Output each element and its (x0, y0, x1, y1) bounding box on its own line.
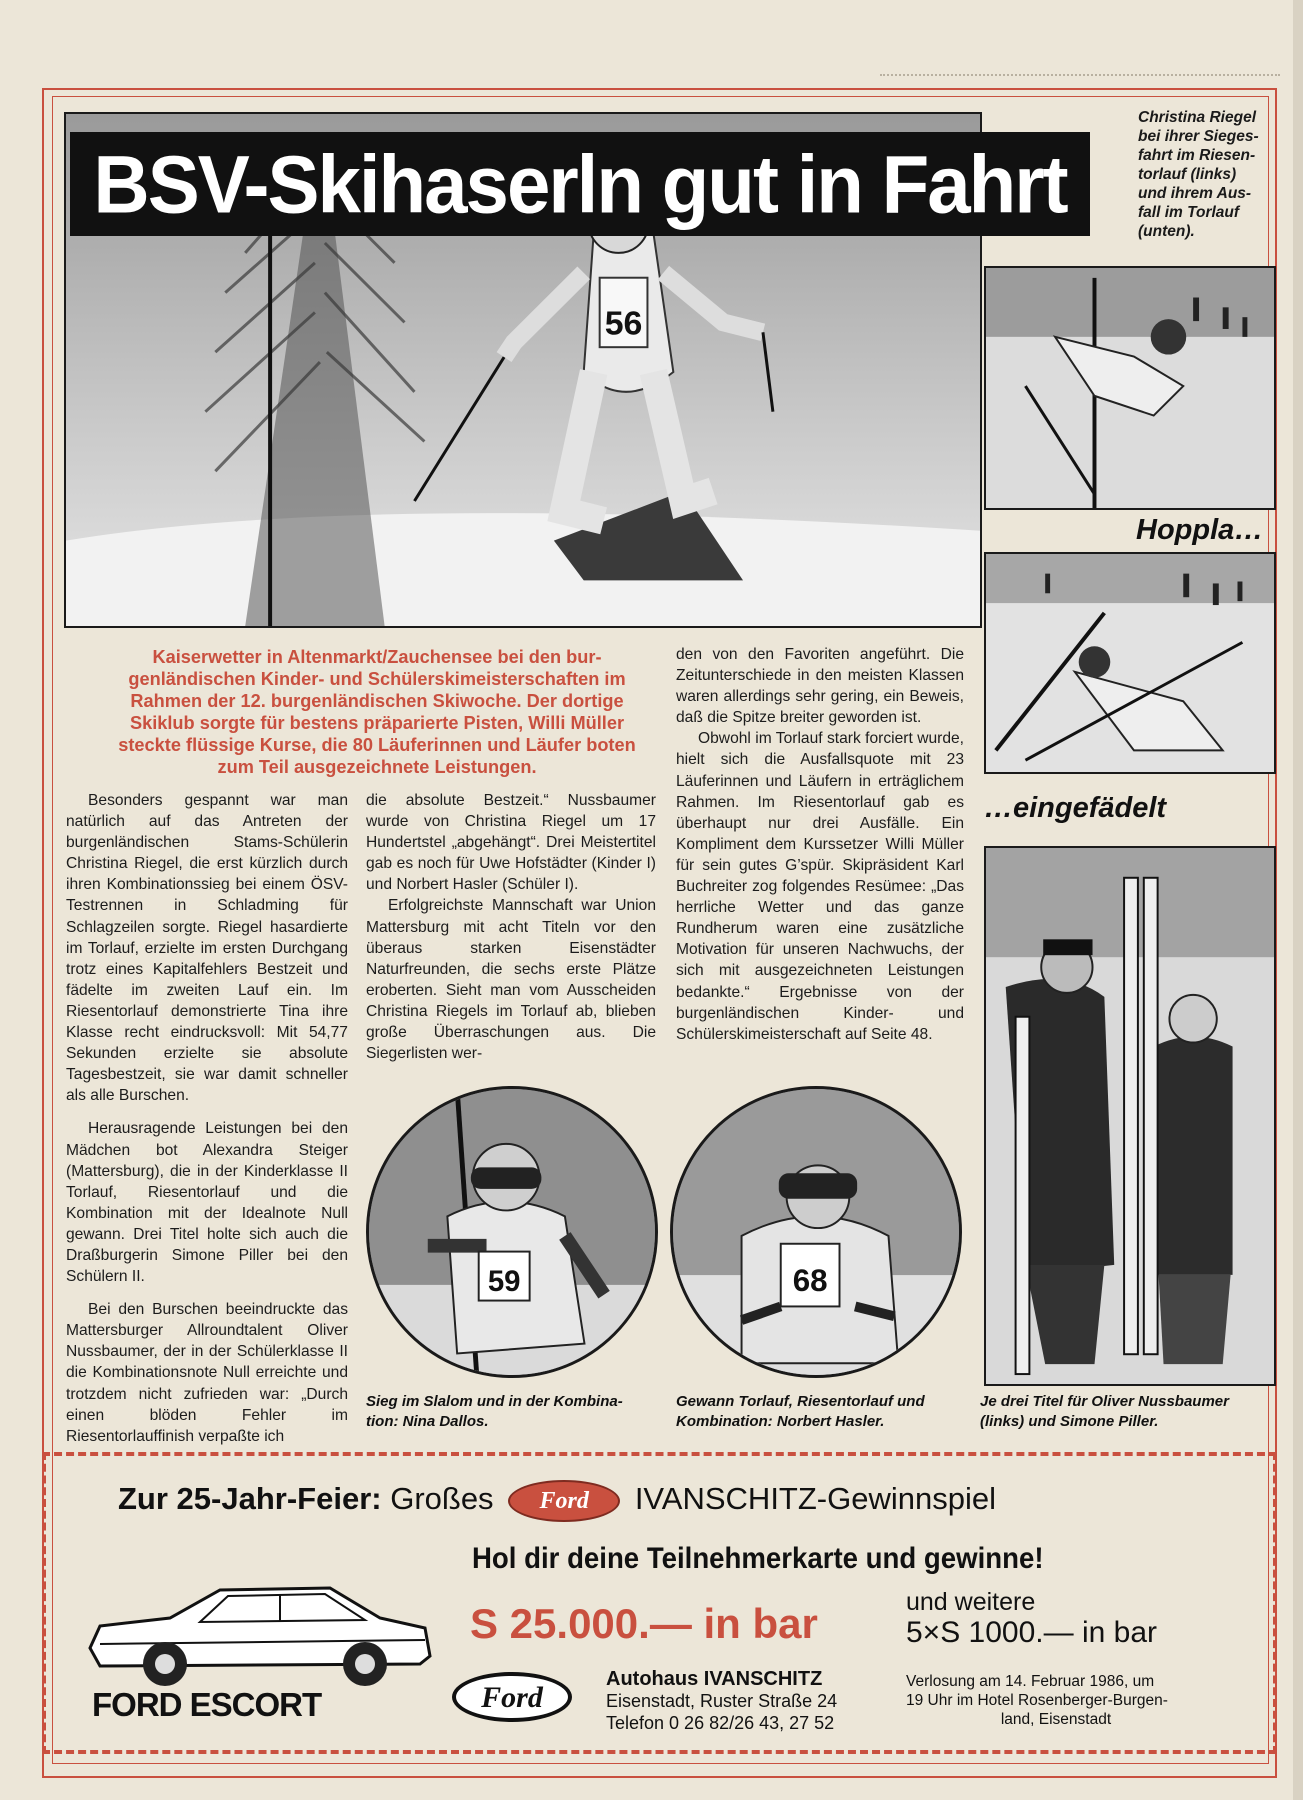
label-hoppla: Hoppla… (1136, 514, 1264, 546)
ad-car-model: FORD ESCORT (92, 1686, 322, 1723)
paragraph: Herausragende Leistungen bei den Mädchen bot Alexandra Steiger (Mattersburg), die in der Kinderklasse II Torlauf, Riesentorlauf und die Kombination mit der Idealnote Null gewann. Drei Titel holte sich auch die Draßburgerin Simone Piller bei den Schülern II. (66, 1120, 348, 1286)
caption-line: Christina Riegel (1138, 109, 1256, 126)
circle-photo-norbert-hasler (670, 1086, 962, 1378)
caption-line: bei ihrer Sieges- (1138, 128, 1259, 145)
caption-line: Sieg im Slalom und in der Kombina- (366, 1393, 623, 1410)
caption-nina-dallos (366, 1392, 666, 1432)
draw-line: Verlosung am 14. Februar 1986, um (906, 1673, 1155, 1690)
circle-photo-nina-dallos (366, 1086, 658, 1378)
paragraph: die absolute Bestzeit.“ Nussbaumer wurde von Christina Riegel um 17 Hundertstel „abgehängt“. Drei Meistertitel gab es noch für Uwe Hofstädter (Kinder I) und Norbert Hasler (Schüler I). (366, 792, 656, 894)
dealer-phone: Telefon 0 26 82/26 43, 27 52 (606, 1713, 835, 1733)
paragraph: Erfolgreichste Mannschaft war Union Mattersburg mit acht Titeln vor den überaus starken Eisenstädter Naturfreunden, die sechs erste Plätze eroberten. Sieht man vom Ausscheiden Christina Riegels im Torlauf ab, blieben große Überraschungen aus. Die Siegerlisten wer- (366, 897, 656, 1063)
text-column-2 (366, 790, 656, 1064)
ford-logo-small: Ford (508, 1480, 620, 1522)
caption-line: fahrt im Riesen- (1138, 147, 1256, 164)
ad-title-pre: Großes (390, 1481, 494, 1517)
caption-norbert-hasler (676, 1392, 976, 1432)
photo-slalom-gate (984, 266, 1276, 510)
lead-line: Rahmen der 12. burgenländischen Skiwoche. Der dortige (130, 691, 624, 711)
lead-line: zum Teil ausgezeichnete Leistungen. (217, 757, 537, 777)
page-edge (1293, 0, 1303, 1800)
ad-dealer-info (606, 1668, 837, 1734)
caption-line: Je drei Titel für Oliver Nussbaumer (980, 1393, 1229, 1410)
ad-more-prizes-label: und weitere (906, 1588, 1036, 1616)
paragraph: den von den Favoriten angeführt. Die Zeitunterschiede in den meisten Klassen waren allerdings sehr gering, ein Beweis, daß die Spitze breiter geworden ist. (676, 646, 964, 727)
ad-call-to-action: Hol dir deine Teilnehmerkarte und gewinne! (472, 1542, 1044, 1575)
ad-main-prize: S 25.000.— in bar (470, 1600, 818, 1647)
dealer-name: Autohaus IVANSCHITZ (606, 1668, 823, 1690)
paragraph: Bei den Burschen beeindruckte das Mattersburger Allroundtalent Oliver Nussbaumer, der in der Schülerklasse II die Kombinationsnote Null erreichte und trotzdem nicht zufrieden war: „Durch einen blöden Fehler im Riesentorlauffinish verpaßte ich (66, 1301, 348, 1445)
lead-line: Kaiserwetter in Altenmarkt/Zauchensee bei den bur- (152, 647, 602, 667)
paragraph: Besonders gespannt war man natürlich auf das Antreten der burgenländischen Stams-Schülerin Christina Riegel, die erst kürzlich durch ihren Kombinationssieg bei einem ÖSV-Testrennen in Schladming für Schlagzeilen sorgte. Riegel hasardierte im Torlauf, erzielte im ersten Durchgang trotz eines Kapitalfehlers Bestzeit und fädelte im zweiten Lauf ein. Im Riesentorlauf demonstrierte Tina ihre Klasse recht eindrucksvoll: Mit 54,77 Sekunden erzielte sie absolute Tagesbestzeit, sie war damit schneller als alle Burschen. (66, 792, 348, 1105)
label-eingefaedelt: …eingefädelt (984, 792, 1167, 824)
top-dotted-rule (880, 74, 1280, 76)
circle1-bib-number: 59 (487, 1264, 521, 1298)
text-column-1 (66, 790, 348, 1447)
ad-more-prizes: 5×S 1000.— in bar (906, 1616, 1158, 1649)
caption-line: (links) und Simone Piller. (980, 1413, 1159, 1430)
photo-two-skiers (984, 846, 1276, 1386)
caption-line: torlauf (links) (1138, 166, 1237, 183)
text-column-3 (676, 644, 964, 1045)
caption-line: fall im Torlauf (1138, 204, 1240, 221)
caption-line: Kombination: Norbert Hasler. (676, 1413, 885, 1430)
caption-titles (980, 1392, 1280, 1432)
lead-line: genländischen Kinder- und Schülerskimeisterschaften im (128, 669, 626, 689)
headline: BSV-Skihaserln gut in Fahrt (93, 137, 1067, 230)
car-illustration (80, 1578, 440, 1690)
headline-box (70, 132, 1090, 236)
circle2-bib-number: 68 (792, 1262, 828, 1298)
draw-line: land, Eisenstadt (1000, 1711, 1112, 1728)
lead-line: steckte flüssige Kurse, die 80 Läuferinnen und Läufer boten (118, 735, 636, 755)
caption-line: Gewann Torlauf, Riesentorlauf und (676, 1393, 925, 1410)
ad-draw-info (906, 1672, 1206, 1729)
ad-title-bold: Zur 25-Jahr-Feier: (118, 1481, 382, 1517)
paragraph: Obwohl im Torlauf stark forciert wurde, hielt sich die Ausfallsquote mit 23 Läuferinnen und Läufern in erträglichem Rahmen. Im Riesentorlauf gab es überhaupt nur drei Ausfälle. Ein Kompliment dem Kurssetzer Willi Müller für sein gutes G’spür. Skipräsident Karl Buchreiter zog folgendes Resümee: „Das herrliche Wetter und das ganze Rundherum waren eine zusätzliche Motivation für unseren Nachwuchs, der sich mit ausgezeichneten Leistungen bedankte.“ Ergebnisse von der burgenländischen Kinder- und Schülerskimeisterschaft auf Seite 48. (676, 730, 964, 1043)
main-bib-number: 56 (604, 304, 643, 343)
dealer-address: Eisenstadt, Ruster Straße 24 (606, 1691, 838, 1711)
caption-line: tion: Nina Dallos. (366, 1413, 489, 1430)
lead-line: Skiklub sorgte für bestens präparierte Pisten, Willi Müller (129, 713, 625, 733)
ad-title-post: IVANSCHITZ-Gewinnspiel (634, 1481, 996, 1517)
photo-fall (984, 552, 1276, 774)
lead-paragraph (94, 646, 660, 778)
caption-line: und ihrem Aus- (1138, 185, 1252, 202)
draw-line: 19 Uhr im Hotel Rosenberger-Burgen- (906, 1692, 1168, 1709)
top-photo-caption (1138, 108, 1278, 241)
caption-line: (unten). (1138, 223, 1195, 240)
ford-logo-large: Ford (452, 1672, 572, 1722)
ad-title (118, 1480, 996, 1522)
